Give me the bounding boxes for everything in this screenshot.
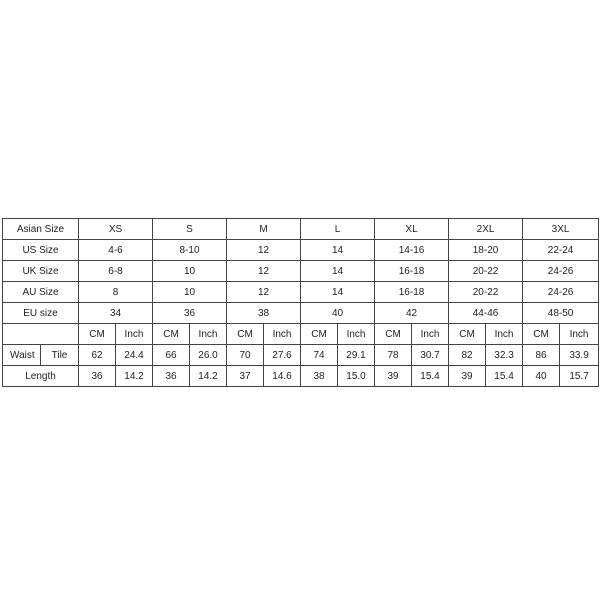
size-value-cell: XS <box>79 219 153 240</box>
unit-header-cell: CM <box>79 324 116 345</box>
unit-header-cell: Inch <box>190 324 227 345</box>
length-value-cell: 38 <box>301 366 338 387</box>
length-value-cell: 15.4 <box>412 366 449 387</box>
waist-value-cell: 26.0 <box>190 345 227 366</box>
length-value-cell: 15.7 <box>560 366 599 387</box>
waist-value-cell: 86 <box>523 345 560 366</box>
unit-header-cell: CM <box>523 324 560 345</box>
size-chart-table <box>2 218 599 387</box>
unit-header-cell: CM <box>375 324 412 345</box>
waist-value-cell: 32.3 <box>486 345 523 366</box>
length-value-cell: 40 <box>523 366 560 387</box>
unit-header-cell: Inch <box>116 324 153 345</box>
size-value-cell: 12 <box>227 282 301 303</box>
size-value-cell: 48-50 <box>523 303 599 324</box>
waist-value-cell: 29.1 <box>338 345 375 366</box>
waist-sublabel: Tile <box>41 345 79 366</box>
size-value-cell: 42 <box>375 303 449 324</box>
length-value-cell: 15.4 <box>486 366 523 387</box>
waist-value-cell: 70 <box>227 345 264 366</box>
size-value-cell: 10 <box>153 261 227 282</box>
size-value-cell: 10 <box>153 282 227 303</box>
waist-value-cell: 82 <box>449 345 486 366</box>
waist-value-cell: 27.6 <box>264 345 301 366</box>
unit-header-cell: CM <box>153 324 190 345</box>
size-value-cell: 38 <box>227 303 301 324</box>
waist-value-cell: 24.4 <box>116 345 153 366</box>
size-value-cell: 14-16 <box>375 240 449 261</box>
size-row <box>3 240 599 261</box>
waist-label: Waist <box>3 345 41 366</box>
waist-value-cell: 74 <box>301 345 338 366</box>
size-row <box>3 261 599 282</box>
size-value-cell: 18-20 <box>449 240 523 261</box>
size-value-cell: XL <box>375 219 449 240</box>
size-value-cell: 16-18 <box>375 282 449 303</box>
length-value-cell: 14.2 <box>116 366 153 387</box>
size-value-cell: 20-22 <box>449 261 523 282</box>
length-label: Length <box>3 366 79 387</box>
size-value-cell: 16-18 <box>375 261 449 282</box>
size-value-cell: 14 <box>301 261 375 282</box>
size-value-cell: 24-26 <box>523 261 599 282</box>
size-value-cell: S <box>153 219 227 240</box>
size-value-cell: 2XL <box>449 219 523 240</box>
length-value-cell: 15.0 <box>338 366 375 387</box>
size-value-cell: 12 <box>227 261 301 282</box>
unit-header-cell: Inch <box>338 324 375 345</box>
length-value-cell: 39 <box>449 366 486 387</box>
waist-value-cell: 33.9 <box>560 345 599 366</box>
length-value-cell: 39 <box>375 366 412 387</box>
size-value-cell: 40 <box>301 303 375 324</box>
length-value-cell: 36 <box>153 366 190 387</box>
unit-header-cell: CM <box>449 324 486 345</box>
length-value-cell: 14.2 <box>190 366 227 387</box>
size-chart-body <box>3 219 599 387</box>
size-value-cell: 12 <box>227 240 301 261</box>
row-label: AU Size <box>3 282 79 303</box>
waist-row <box>3 345 599 366</box>
size-row <box>3 303 599 324</box>
unit-header-cell: Inch <box>486 324 523 345</box>
row-label: Asian Size <box>3 219 79 240</box>
waist-value-cell: 78 <box>375 345 412 366</box>
row-label: UK Size <box>3 261 79 282</box>
unit-header-cell: Inch <box>560 324 599 345</box>
size-row <box>3 219 599 240</box>
size-value-cell: 8 <box>79 282 153 303</box>
length-value-cell: 14.6 <box>264 366 301 387</box>
size-value-cell: 4-6 <box>79 240 153 261</box>
size-value-cell: 3XL <box>523 219 599 240</box>
units-row <box>3 324 599 345</box>
size-row <box>3 282 599 303</box>
size-value-cell: 14 <box>301 240 375 261</box>
length-value-cell: 36 <box>79 366 116 387</box>
waist-value-cell: 62 <box>79 345 116 366</box>
units-row-blank <box>3 324 79 345</box>
size-value-cell: 24-26 <box>523 282 599 303</box>
size-value-cell: 34 <box>79 303 153 324</box>
unit-header-cell: Inch <box>264 324 301 345</box>
size-value-cell: 36 <box>153 303 227 324</box>
waist-value-cell: 66 <box>153 345 190 366</box>
unit-header-cell: CM <box>227 324 264 345</box>
waist-value-cell: 30.7 <box>412 345 449 366</box>
size-value-cell: 20-22 <box>449 282 523 303</box>
row-label: US Size <box>3 240 79 261</box>
size-value-cell: L <box>301 219 375 240</box>
size-value-cell: 14 <box>301 282 375 303</box>
size-value-cell: 22-24 <box>523 240 599 261</box>
row-label: EU size <box>3 303 79 324</box>
size-value-cell: 44-46 <box>449 303 523 324</box>
size-value-cell: M <box>227 219 301 240</box>
size-value-cell: 6-8 <box>79 261 153 282</box>
length-row <box>3 366 599 387</box>
unit-header-cell: Inch <box>412 324 449 345</box>
size-value-cell: 8-10 <box>153 240 227 261</box>
length-value-cell: 37 <box>227 366 264 387</box>
unit-header-cell: CM <box>301 324 338 345</box>
